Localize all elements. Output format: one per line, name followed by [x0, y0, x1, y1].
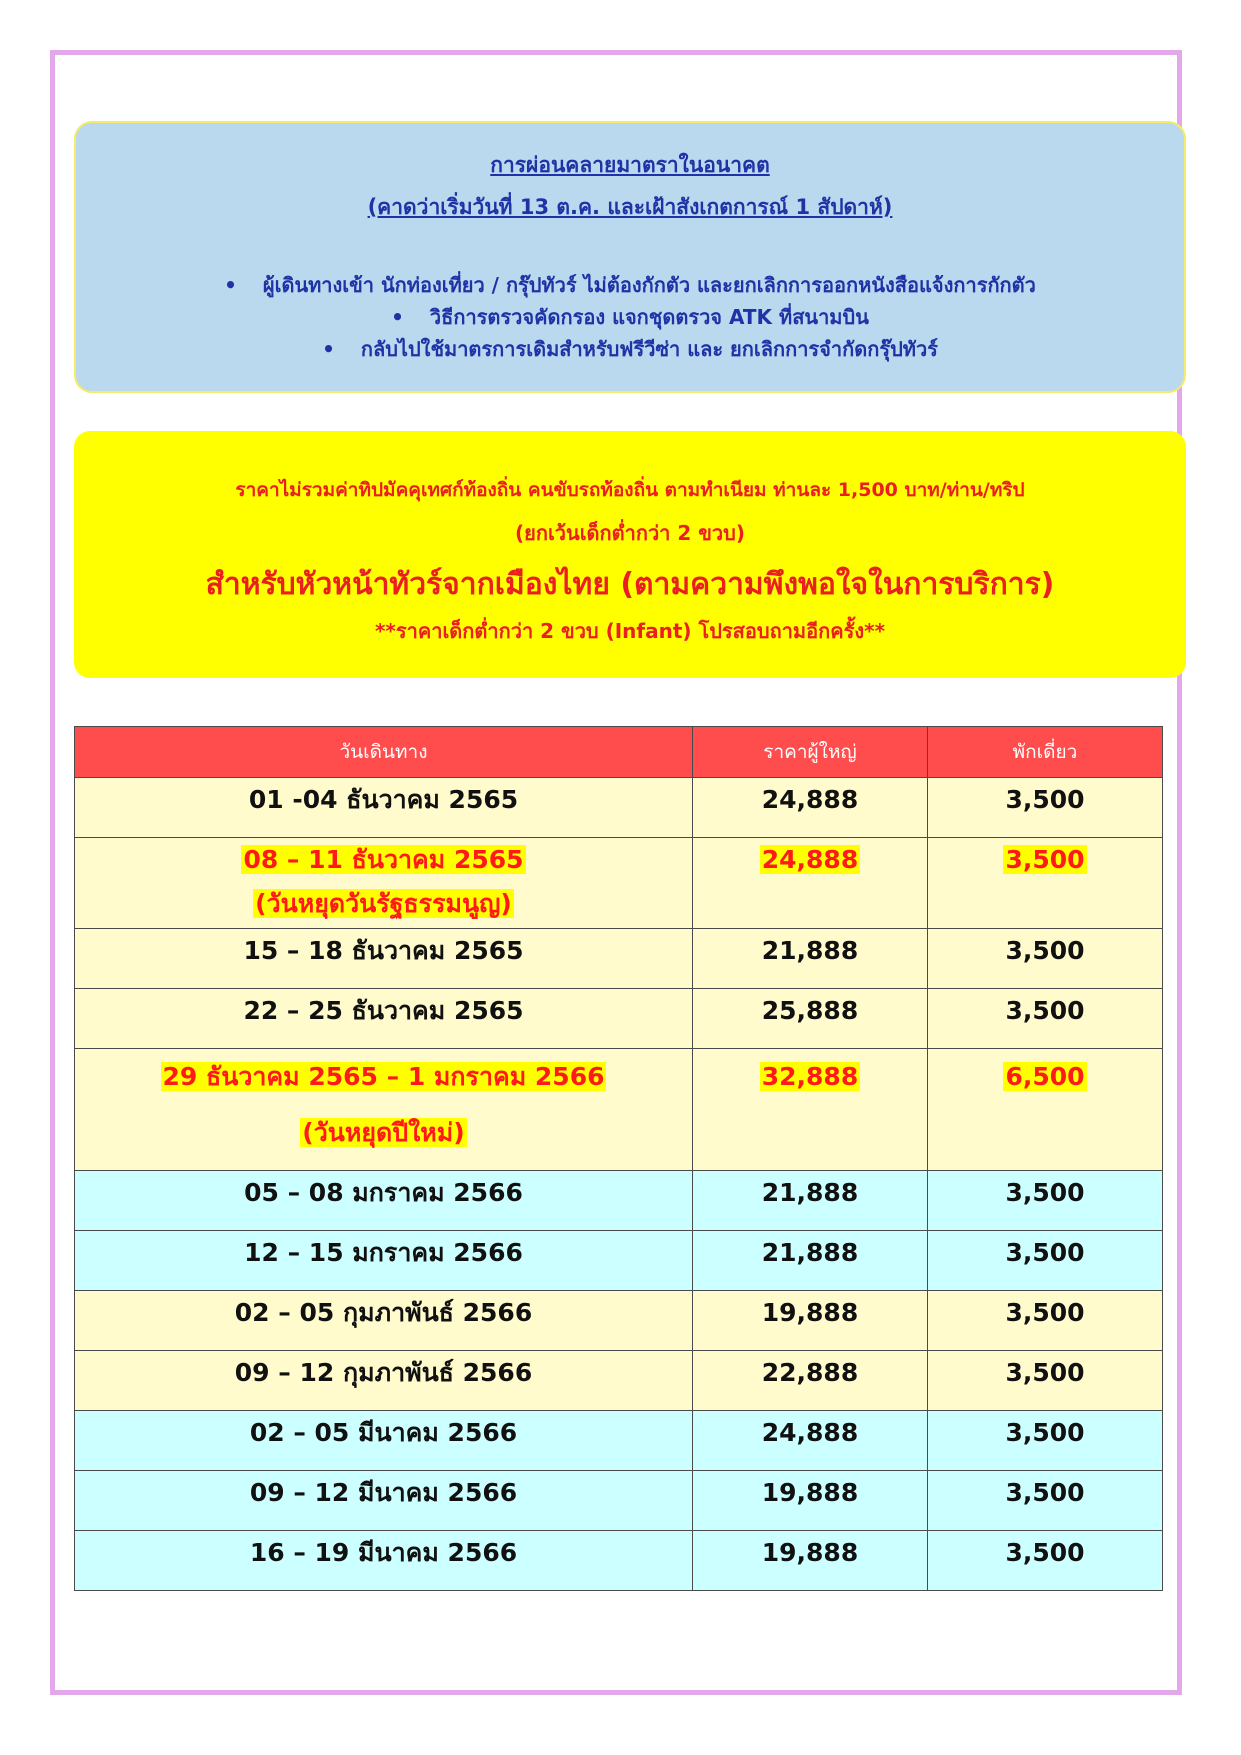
adult-price: 25,888: [693, 989, 928, 1049]
adult-price: 24,888: [693, 778, 928, 838]
table-header-row: [75, 727, 1163, 778]
adult-price: 22,888: [693, 1351, 928, 1411]
single-supplement: 3,500: [1005, 845, 1085, 874]
adult-price-cell: [693, 1049, 928, 1171]
holiday-note: (วันหยุดปีใหม่): [302, 1118, 465, 1147]
table-row-holiday: [75, 1049, 1163, 1171]
notice-subtitle: (คาดว่าเริ่มวันที่ 13 ต.ค. และเฝ้าสังเกตการณ์ 1 สัปดาห์): [367, 195, 893, 219]
adult-price: 24,888: [761, 845, 859, 874]
travel-date: 02 – 05 มีนาคม 2566: [75, 1411, 693, 1471]
single-supplement: 3,500: [928, 1231, 1163, 1291]
notice-bullet: • กลับไปใช้มาตรการเดิมสำหรับฟรีวีซ่า และ ยกเลิกการจำกัดกรุ๊ปทัวร์: [76, 333, 1184, 365]
adult-price: 32,888: [761, 1062, 859, 1091]
adult-price: 24,888: [693, 1411, 928, 1471]
header-single-supplement: พักเดี่ยว: [928, 727, 1163, 778]
adult-price: 21,888: [693, 1171, 928, 1231]
tip-notice-exception: (ยกเว้นเด็กต่ำกว่า 2 ขวบ): [514, 521, 745, 545]
travel-date-cell: [75, 1049, 693, 1171]
travel-date: 16 – 19 มีนาคม 2566: [75, 1531, 693, 1591]
travel-date-cell: [75, 838, 693, 929]
infant-price-notice: **ราคาเด็กต่ำกว่า 2 ขวบ (Infant) โปรสอบถามอีกครั้ง**: [374, 619, 886, 643]
notice-bullet: • ผู้เดินทางเข้า นักท่องเที่ยว / กรุ๊ปทัวร์ ไม่ต้องกักตัว และยกเลิกการออกหนังสือแจ้งการกักตัว: [76, 269, 1184, 301]
tour-leader-notice: สำหรับหัวหน้าทัวร์จากเมืองไทย (ตามความพึงพอใจในการบริการ): [205, 567, 1055, 602]
relaxation-notice-box: [74, 121, 1186, 393]
single-supplement: 3,500: [928, 929, 1163, 989]
table-row: [75, 1471, 1163, 1531]
table-row: [75, 1291, 1163, 1351]
price-table: [74, 726, 1163, 1591]
header-travel-date: วันเดินทาง: [75, 727, 693, 778]
travel-date: 15 – 18 ธันวาคม 2565: [75, 929, 693, 989]
travel-date: 09 – 12 มีนาคม 2566: [75, 1471, 693, 1531]
single-supplement: 3,500: [928, 1291, 1163, 1351]
single-supplement: 3,500: [928, 1531, 1163, 1591]
single-supplement: 6,500: [1005, 1062, 1085, 1091]
travel-date: 12 – 15 มกราคม 2566: [75, 1231, 693, 1291]
table-row: [75, 989, 1163, 1049]
single-supplement: 3,500: [928, 1411, 1163, 1471]
table-row: [75, 778, 1163, 838]
single-supplement: 3,500: [928, 1471, 1163, 1531]
tip-notice-box: [74, 431, 1186, 678]
notice-bullet-list: [76, 269, 1184, 365]
single-supplement-cell: [928, 1049, 1163, 1171]
single-supplement: 3,500: [928, 989, 1163, 1049]
single-supplement: 3,500: [928, 1351, 1163, 1411]
holiday-note: (วันหยุดวันรัฐธรรมนูญ): [255, 889, 512, 918]
table-row: [75, 1531, 1163, 1591]
header-adult-price: ราคาผู้ใหญ่: [693, 727, 928, 778]
table-row: [75, 929, 1163, 989]
travel-date: 08 – 11 ธันวาคม 2565: [243, 845, 524, 874]
table-row: [75, 1351, 1163, 1411]
travel-date: 01 -04 ธันวาคม 2565: [75, 778, 693, 838]
notice-title: การผ่อนคลายมาตราในอนาคต: [490, 153, 770, 177]
notice-bullet: • วิธีการตรวจคัดกรอง แจกชุดตรวจ ATK ที่สนามบิน: [76, 301, 1184, 333]
single-supplement-cell: [928, 838, 1163, 929]
single-supplement: 3,500: [928, 778, 1163, 838]
adult-price: 19,888: [693, 1291, 928, 1351]
travel-date: 29 ธันวาคม 2565 – 1 มกราคม 2566: [162, 1062, 605, 1091]
travel-date: 09 – 12 กุมภาพันธ์ 2566: [75, 1351, 693, 1411]
adult-price: 19,888: [693, 1531, 928, 1591]
travel-date: 02 – 05 กุมภาพันธ์ 2566: [75, 1291, 693, 1351]
single-supplement: 3,500: [928, 1171, 1163, 1231]
table-row: [75, 1171, 1163, 1231]
table-row: [75, 1231, 1163, 1291]
travel-date: 22 – 25 ธันวาคม 2565: [75, 989, 693, 1049]
adult-price: 19,888: [693, 1471, 928, 1531]
table-row: [75, 1411, 1163, 1471]
adult-price: 21,888: [693, 1231, 928, 1291]
adult-price-cell: [693, 838, 928, 929]
adult-price: 21,888: [693, 929, 928, 989]
travel-date: 05 – 08 มกราคม 2566: [75, 1171, 693, 1231]
tip-notice-line: ราคาไม่รวมค่าทิปมัคคุเทศก์ท้องถิ่น คนขับรถท้องถิ่น ตามทำเนียม ท่านละ 1,500 บาท/ท่าน/ทริป: [235, 479, 1025, 501]
table-row-holiday: [75, 838, 1163, 929]
